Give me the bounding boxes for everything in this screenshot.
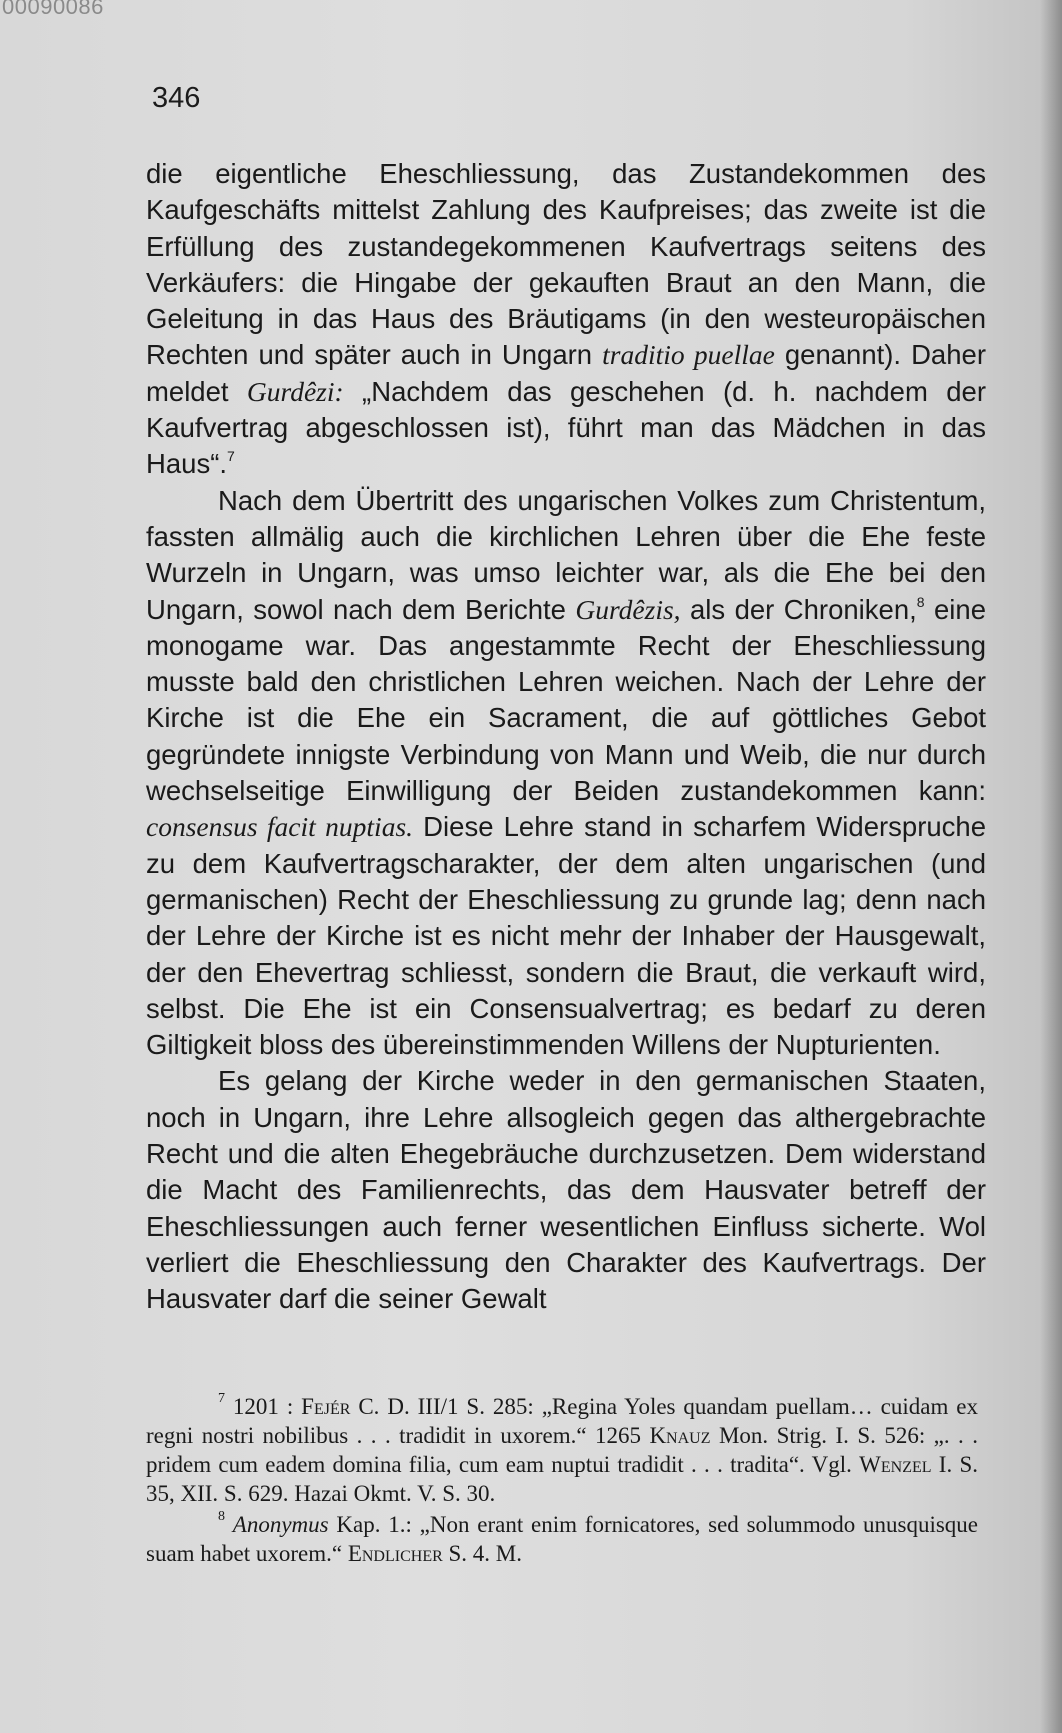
text-run: Mon. Strig. I. S. 526: „. . . pridem cum eadem domina filia, cum eam nuptui tradidit . . . tradita“. Vgl. [146,1423,978,1477]
text-run: Nach dem Übertritt des ungarischen Volkes zum Christentum, fassten allmälig auch die kirchlichen Lehren über die Ehe feste Wurzeln in Ungarn, was umso leichter war, als die Ehe bei den Ungarn, sowol nach dem Berichte [146,484,986,625]
paragraph-1 [146,156,986,483]
italic-run: traditio puellae [602,339,775,371]
text-run: C. D. III/1 S. 285: „Regina Yoles quandam puellam… cuidam ex regni nostri nobilibus . . . tradidit in uxorem.“ 1265 [146,1394,978,1448]
author-name: Fejér [301,1394,351,1419]
footnote-ref-8: 8 [916,593,925,610]
italic-run: Gurdêzi: [246,375,344,407]
italic-run: Gurdêzis, [575,593,681,625]
page-edge-shadow [1040,0,1062,1733]
footnote-number: 7 [218,1391,225,1406]
text-run: Diese Lehre stand in scharfem Widerspruche zu dem Kaufvertragscharakter, der dem alten ungarischen (und germanischen) Recht der Eheschliessung zu grunde lag; denn nach der Lehre der Kirche ist es nicht mehr der Inhaber der Hausgewalt, der den Ehevertrag schliesst, sondern die Braut, die verkauft wird, selbst. Die Ehe ist ein Consensualvertrag; es bedarf zu deren Giltigkeit bloss des übereinstimmenden Willens der Nupturienten. [146,811,986,1061]
text-run: I. S. 35, XII. S. 629. Hazai Okmt. V. S. 30. [146,1452,978,1506]
italic-run: consensus facit nuptias. [146,811,414,843]
italic-run: Anonymus [232,1512,329,1537]
text-run: genannt). Daher meldet [146,339,986,407]
footnote-ref-7: 7 [227,448,235,465]
author-name: Knauz [649,1423,711,1448]
scan-id: 00090086 [2,0,104,19]
text-run: S. 4. M. [442,1541,523,1566]
text-run: „Nachdem das geschehen (d. h. nachdem der Kaufvertrag abgeschlossen ist), führt man das Mädchen in das Haus“. [146,375,986,480]
text-run: als der Chroniken, [680,593,917,625]
footnotes [146,1392,978,1570]
text-run: eine monogame war. Das angestammte Recht der Eheschliessung musste bald den christlichen Lehren weichen. Nach der Lehre der Kirche ist die Ehe ein Sacrament, die auf göttliches Gebot gegründete innigste Verbindung von Mann und Weib, die nur durch wechselseitige Einwilligung der Beiden zustandekommen kann: [146,593,986,807]
text-run: Es gelang der Kirche weder in den germanischen Staaten, noch in Ungarn, ihre Lehre allsogleich gegen das althergebrachte Recht und die alten Ehegebräuche durchzusetzen. Dem widerstand die Macht des Familienrechts, das dem Hausvater betreff der Eheschliessungen auch ferner wesentlichen Einfluss sicherte. Wol verliert die Eheschliessung den Charakter des Kaufvertrags. Der Hausvater darf die seiner Gewalt [146,1065,986,1315]
text-run: Kap. 1.: „Non erant enim fornicatores, sed solummodo unusquisque suam habet uxorem.“ [146,1512,978,1566]
paragraph-3 [146,1063,986,1317]
author-name: Wenzel [859,1452,932,1477]
author-name: Endlicher [347,1541,443,1566]
text-run: 1201 : [225,1394,302,1419]
footnote-number: 8 [218,1509,225,1524]
paragraph-2 [146,483,986,1064]
footnote-7 [146,1392,978,1508]
body-text [146,156,986,1318]
page-number: 346 [152,82,201,114]
footnote-8 [146,1510,978,1568]
text-run: die eigentliche Eheschliessung, das Zustandekommen des Kaufgeschäfts mittelst Zahlung des Kaufpreises; das zweite ist die Erfüllung des zustandegekommenen Kaufvertrags seitens des Verkäufers: die Hingabe der gekauften Braut an den Mann, die Geleitung in das Haus des Bräutigams (in den westeuropäischen Rechten und später auch in Ungarn [146,158,986,371]
